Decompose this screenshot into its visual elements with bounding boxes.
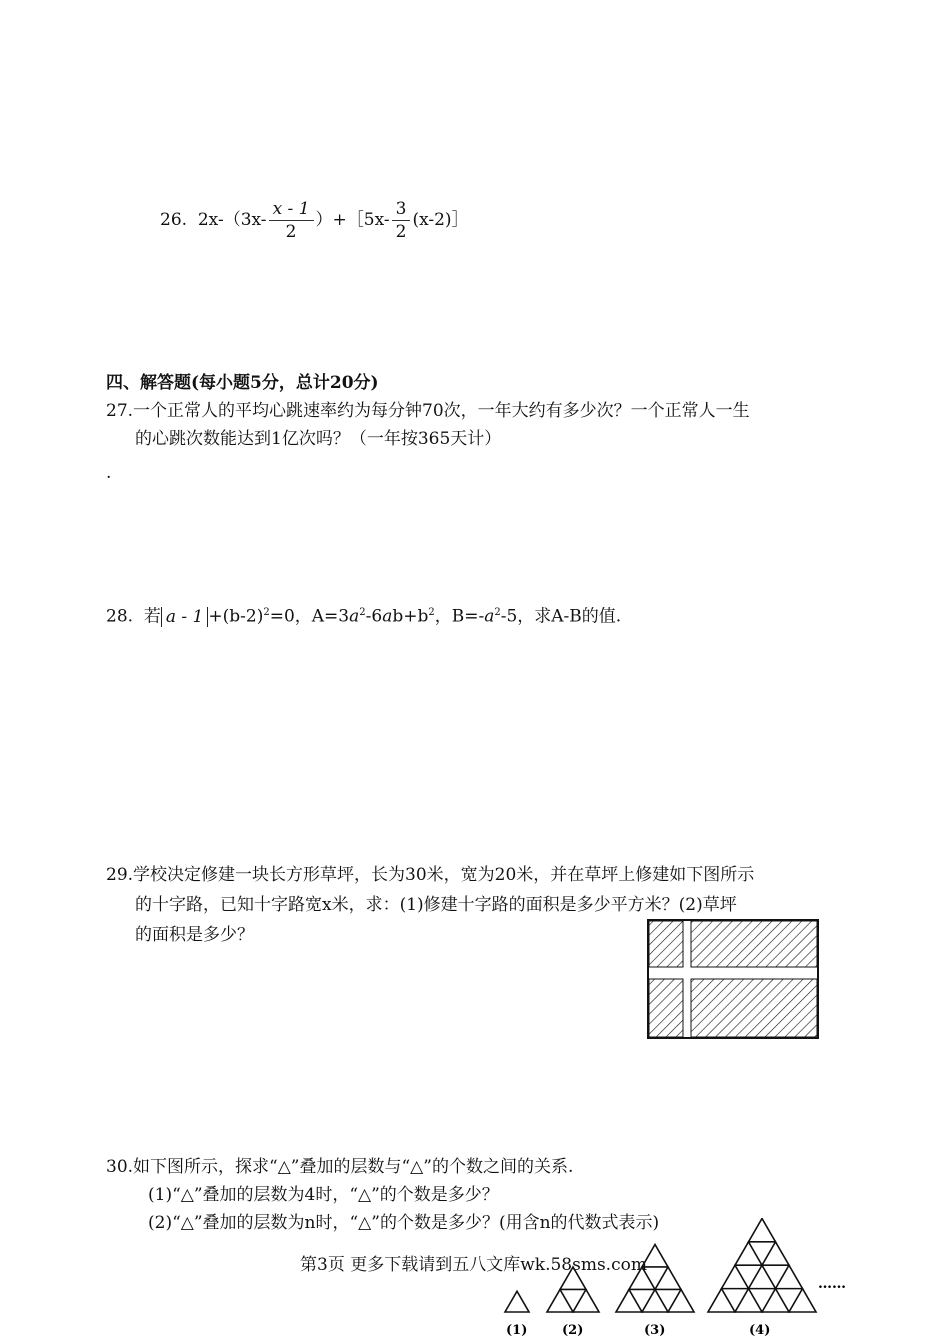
variable-a: a xyxy=(484,606,495,627)
small-triangle xyxy=(708,1289,735,1312)
expression-part: =0，A=3 xyxy=(269,606,350,627)
question-number: 26. xyxy=(160,210,188,230)
question-number: 28. xyxy=(106,606,134,627)
variable-a: a xyxy=(349,606,360,627)
page-footer: 第3页 更多下载请到五八文库wk.58sms.com xyxy=(300,1255,647,1275)
question-29-line2: 的十字路，已知十字路宽x米，求：(1)修建十字路的面积是多少平方米？(2)草坪 xyxy=(135,895,737,915)
figure-label-2: (2) xyxy=(562,1323,584,1338)
figure-label-1: (1) xyxy=(506,1323,528,1338)
small-triangle xyxy=(722,1265,749,1288)
exponent: 2 xyxy=(263,607,270,618)
lawn-section-top-right xyxy=(691,921,817,967)
fraction-x-minus-1-over-2 xyxy=(269,198,314,243)
figure-label-4: (4) xyxy=(749,1323,771,1338)
triangle-stack-4-layers xyxy=(708,1218,816,1312)
question-29-line3: 的面积是多少？ xyxy=(135,925,254,945)
small-triangle xyxy=(749,1265,776,1288)
small-triangle xyxy=(573,1289,599,1312)
continuation-ellipsis: …… xyxy=(818,1276,846,1292)
small-triangle xyxy=(642,1289,668,1312)
small-triangle xyxy=(735,1242,762,1265)
fraction-numerator: x - 1 xyxy=(269,198,314,221)
small-triangle xyxy=(655,1267,681,1290)
expression-part: -5，求A-B的值. xyxy=(500,606,622,627)
question-27-line1: 27.一个正常人的平均心跳速率约为每分钟70次，一年大约有多少次？一个正常人一生 xyxy=(106,401,750,421)
lawn-section-top-left xyxy=(649,921,683,967)
question-28 xyxy=(106,600,621,630)
question-29-line1: 29.学校决定修建一块长方形草坪，长为30米，宽为20米，并在草坪上修建如下图所示 xyxy=(106,865,755,885)
question-30-line1: 30.如下图所示，探求“△”叠加的层数与“△”的个数之间的关系. xyxy=(106,1157,574,1177)
section-heading: 四、解答题(每小题5分，总计20分) xyxy=(106,373,379,393)
small-triangle xyxy=(616,1289,642,1312)
expression-part: +(b-2) xyxy=(208,606,264,627)
lawn-cross-road-diagram xyxy=(646,918,820,1040)
exponent: 2 xyxy=(428,607,435,618)
fraction-denominator: 2 xyxy=(285,222,297,242)
variable-a: a xyxy=(382,606,393,627)
absolute-value xyxy=(161,607,209,627)
expression-part: (x-2)］ xyxy=(412,210,469,230)
expression-part: 若 xyxy=(143,606,161,627)
exponent: 2 xyxy=(359,607,366,618)
lawn-section-bottom-left xyxy=(649,979,683,1037)
small-triangle xyxy=(547,1289,573,1312)
small-triangle xyxy=(505,1291,529,1312)
small-triangle xyxy=(668,1289,694,1312)
question-27-line2: 的心跳次数能达到1亿次吗？（一年按365天计） xyxy=(135,429,502,449)
expression-part: -6 xyxy=(365,606,383,627)
small-triangle xyxy=(762,1289,789,1312)
question-30-sub1: (1)“△”叠加的层数为4时，“△”的个数是多少？ xyxy=(148,1185,499,1205)
exponent: 2 xyxy=(494,607,501,618)
small-triangle xyxy=(762,1242,789,1265)
expression-part: ，B=- xyxy=(434,606,485,627)
expression-part: b+b xyxy=(392,606,429,627)
absolute-value-content: a - 1 xyxy=(165,606,204,627)
triangle-stack-1-layer xyxy=(505,1291,529,1312)
fraction-3-over-2 xyxy=(392,198,411,243)
lawn-section-bottom-right xyxy=(691,979,817,1037)
small-triangle xyxy=(735,1289,762,1312)
small-triangle xyxy=(776,1265,803,1288)
fraction-numerator: 3 xyxy=(392,198,411,221)
small-triangle xyxy=(789,1289,816,1312)
stray-dot: . xyxy=(106,463,112,483)
expression-part: ）+［5x- xyxy=(315,210,390,230)
question-30-sub2: (2)“△”叠加的层数为n时，“△”的个数是多少？(用含n的代数式表示) xyxy=(148,1213,660,1233)
figure-label-3: (3) xyxy=(644,1323,666,1338)
expression-part: 2x-（3x- xyxy=(197,210,267,230)
small-triangle xyxy=(749,1218,776,1241)
triangle-patterns-figure xyxy=(500,1218,852,1342)
fraction-denominator: 2 xyxy=(395,222,407,242)
question-26 xyxy=(160,196,469,244)
